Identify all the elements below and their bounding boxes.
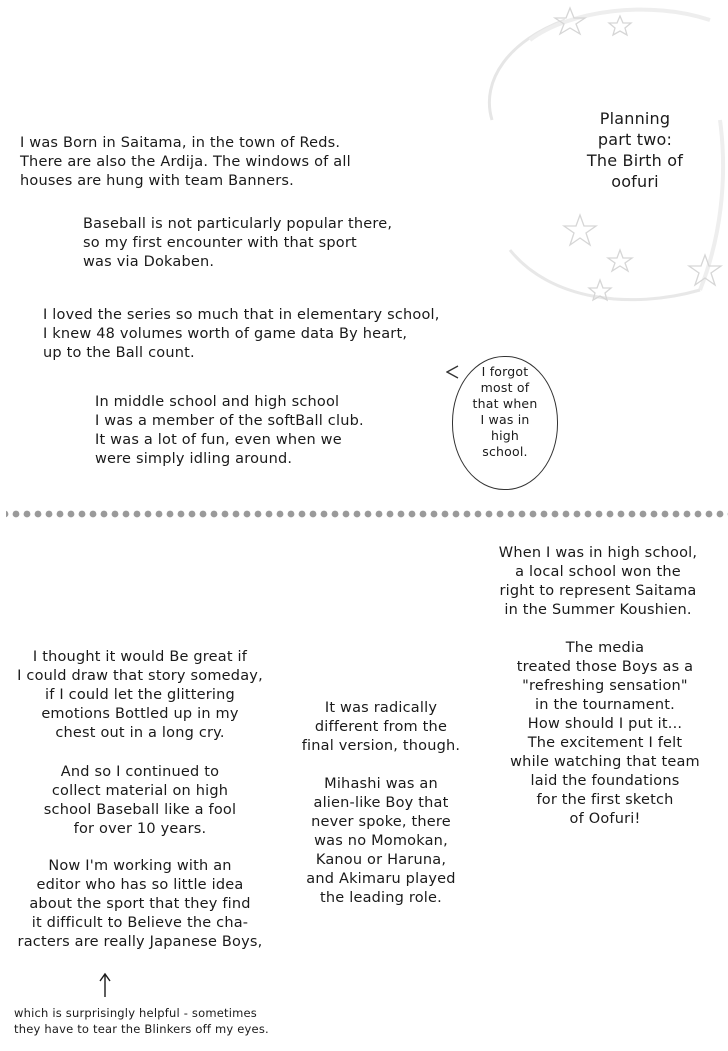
up-arrow-icon xyxy=(97,972,113,998)
page-title: Planning part two: The Birth of oofuri xyxy=(586,109,684,191)
intro-paragraph-1: I was Born in Saitama, in the town of Reds. There are also the Ardija. The windows of all houses are hung with team Banners. xyxy=(20,135,351,189)
left-paragraph-2: And so I continued to collect material on high school Baseball like a fool for over 10 years. xyxy=(43,764,237,837)
middle-paragraph-1: It was radically different from the final version, though. xyxy=(301,700,461,754)
footnote: which is surprisingly helpful - sometimes they have to tear the Blinkers off my eyes. xyxy=(14,1006,269,1036)
intro-paragraph-3: I loved the series so much that in elementary school, I knew 48 volumes worth of game data By heart, up to the Ball count. xyxy=(43,307,440,361)
right-paragraph-1: When I was in high school, a local school won the right to represent Saitama in the Summer Koushien. xyxy=(498,545,698,618)
middle-paragraph-2: Mihashi was an alien-like Boy that never spoke, there was no Momokan, Kanou or Haruna, and Akimaru played the leading role. xyxy=(306,776,456,906)
dotted-divider xyxy=(0,509,728,519)
intro-paragraph-4: In middle school and high school I was a member of the softBall club. It was a lot of fun, even when we were simply idling around. xyxy=(95,394,364,467)
intro-paragraph-2: Baseball is not particularly popular there, so my first encounter with that sport was via Dokaben. xyxy=(83,216,393,270)
speech-bubble-text: I forgot most of that when I was in high school. xyxy=(472,364,538,459)
right-paragraph-2: The media treated those Boys as a "refreshing sensation" in the tournament. How should I put it... The excitement I felt while watching that team laid the foundations for the first sketch of Oofuri! xyxy=(510,640,700,827)
speech-bubble-tail-icon xyxy=(446,364,460,380)
left-paragraph-1: I thought it would Be great if I could draw that story someday, if I could let the glittering emotions Bottled up in my chest out in a long cry. xyxy=(17,649,263,741)
left-paragraph-3: Now I'm working with an editor who has so little idea about the sport that they find it difficult to Believe the cha- racters are really Japanese Boys, xyxy=(17,858,263,950)
